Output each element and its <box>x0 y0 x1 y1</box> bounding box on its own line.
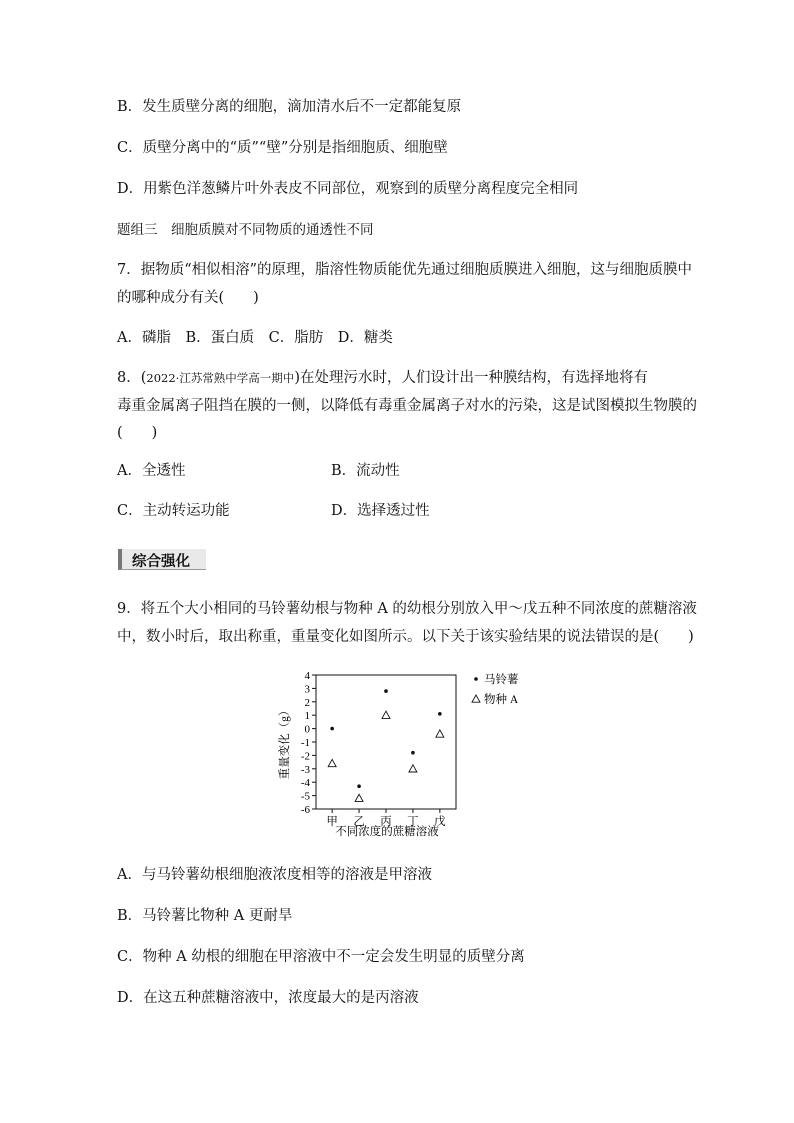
option-8b: B．流动性 <box>331 463 400 479</box>
option-8d: D．选择透过性 <box>331 503 430 519</box>
x-tick-label: 乙 <box>353 816 365 828</box>
option-6d: D．用紫色洋葱鳞片叶外表皮不同部位，观察到的质壁分离程度完全相同 <box>117 181 579 197</box>
data-point-potato <box>384 689 388 693</box>
data-point-potato <box>438 712 442 716</box>
legend-label: 马铃薯 <box>484 674 519 686</box>
y-tick-label: -4 <box>300 777 310 790</box>
plot-frame <box>316 675 456 809</box>
option-6b: B．发生质壁分离的细胞，滴加清水后不一定都能复原 <box>117 99 462 115</box>
y-axis-label: 重量变化（g） <box>279 704 291 780</box>
data-point-potato <box>411 751 415 755</box>
section-heading: 综合强化 <box>118 549 206 570</box>
x-tick-label: 甲 <box>326 816 338 828</box>
y-tick-label: 3 <box>304 683 310 696</box>
x-tick-label: 丙 <box>380 816 392 828</box>
question-8-line-1 <box>117 366 648 387</box>
legend <box>472 672 519 706</box>
question-8-text: )在处理污水时，人们设计出一种膜结构，有选择地将有 <box>294 370 648 386</box>
x-axis-label: 不同浓度的蔗糖溶液 <box>335 826 439 838</box>
question-8-line-3: ( ) <box>117 425 158 441</box>
data-point-species-a <box>409 765 417 772</box>
data-point-potato <box>357 784 361 788</box>
legend-marker-dot <box>474 677 478 681</box>
option-9d: D．在这五种蔗糖溶液中，浓度最大的是丙溶液 <box>117 990 419 1006</box>
data-point-species-a <box>382 711 390 718</box>
option-9a: A．与马铃薯幼根细胞液浓度相等的溶液是甲溶液 <box>117 867 432 883</box>
question-8-line-2: 毒重金属离子阻挡在膜的一侧，以降低有毒重金属离子对水的污染，这是试图模拟生物膜的 <box>117 398 697 414</box>
legend-marker-triangle <box>472 695 480 702</box>
x-tick-label: 戊 <box>434 816 446 828</box>
chart-canvas <box>270 664 540 844</box>
y-tick-label: -1 <box>300 737 310 749</box>
x-tick-label: 丁 <box>407 816 419 828</box>
question-8-source: 2022·江苏常熟中学高一期中 <box>146 371 295 385</box>
option-9b: B．马铃薯比物种 A 更耐旱 <box>117 908 293 924</box>
y-tick-label: -3 <box>300 763 310 776</box>
group-heading: 题组三 细胞质膜对不同物质的通透性不同 <box>117 222 374 238</box>
y-tick-label: -6 <box>300 804 310 816</box>
question-7-line-1: 7．据物质“相似相溶”的原理，脂溶性物质能优先通过细胞质膜进入细胞，这与细胞质膜中 <box>117 262 693 278</box>
data-point-species-a <box>436 730 444 737</box>
y-tick-label: 0 <box>304 723 310 736</box>
data-point-species-a <box>328 759 336 766</box>
data-point-species-a <box>355 794 363 801</box>
y-tick-label: 1 <box>304 710 310 723</box>
option-9c: C．物种 A 幼根的细胞在甲溶液中不一定会发生明显的质壁分离 <box>117 949 525 965</box>
question-9-line-2: 中，数小时后，取出称重，重量变化如图所示。以下关于该实验结果的说法错误的是( ) <box>117 629 694 645</box>
option-6c: C．质壁分离中的“质”“壁”分别是指细胞质、细胞壁 <box>117 140 448 156</box>
y-tick-label: 4 <box>304 670 310 682</box>
option-8a: A．全透性 <box>117 463 186 479</box>
question-9-line-1: 9．将五个大小相同的马铃薯幼根与物种 A 的幼根分别放入甲～戊五种不同浓度的蔗糖溶液 <box>117 601 697 617</box>
question-7-options: A．磷脂 B．蛋白质 C．脂肪 D．糖类 <box>117 330 393 346</box>
question-7-line-2: 的哪种成分有关( ) <box>117 290 259 306</box>
y-tick-label: -2 <box>300 750 310 763</box>
y-tick-label: 2 <box>304 696 310 709</box>
legend-label: 物种 A <box>484 694 519 706</box>
weight-change-chart <box>270 664 540 844</box>
data-point-potato <box>330 727 334 731</box>
question-8-prefix: 8．( <box>117 370 147 386</box>
y-tick-label: -5 <box>300 790 310 803</box>
option-8c: C．主动转运功能 <box>117 503 230 519</box>
